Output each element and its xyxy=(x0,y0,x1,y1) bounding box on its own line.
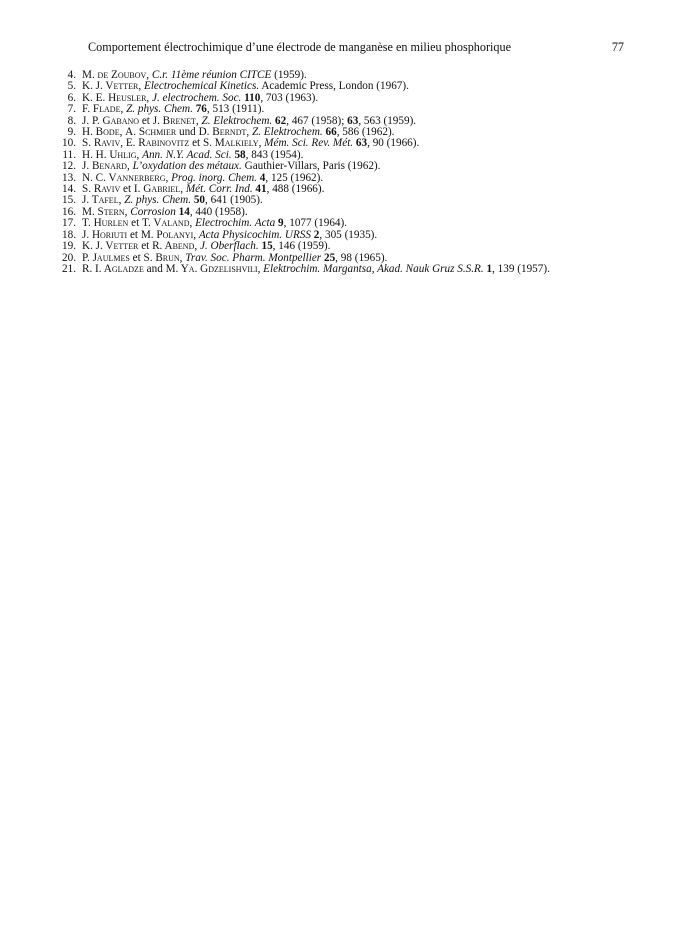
reference-author: H. H. Uhlig xyxy=(82,148,137,161)
reference-author: N. C. Vannerberg xyxy=(82,171,166,184)
reference-detail: , 843 (1954). xyxy=(245,148,304,161)
reference-source: Prog. inorg. Chem. xyxy=(171,171,257,184)
reference-number: 4. xyxy=(67,69,76,81)
reference-detail: , xyxy=(119,126,126,139)
reference-number: 19. xyxy=(62,240,76,253)
reference-volume: 76 xyxy=(195,103,207,116)
reference-detail: et xyxy=(139,114,153,127)
reference-source: Z. phys. Chem. xyxy=(126,103,193,116)
reference-volume: 63 xyxy=(347,114,359,127)
reference-detail: , xyxy=(195,114,202,127)
reference-detail: Gauthier-Villars, Paris (1962). xyxy=(241,160,381,173)
reference-volume: 62 xyxy=(275,114,287,127)
reference-volume: 1 xyxy=(486,262,493,275)
reference-source: J. electrochem. Soc. xyxy=(152,91,242,104)
reference-source: Ann. N.Y. Acad. Sci. xyxy=(142,148,232,161)
reference-author: J. Horiuti xyxy=(82,228,128,241)
reference-author: J. Benard xyxy=(82,160,127,173)
reference-author: M. Stern xyxy=(82,205,125,218)
reference-author: I. Gabriel xyxy=(133,183,181,196)
reference-source: Z. Elektrochem. xyxy=(251,126,323,139)
reference-source: Electrochim. Acta xyxy=(195,217,276,230)
reference-author: M. de Zoubov xyxy=(82,69,147,81)
reference-source: Elektrochim. Margantsa, Akad. Nauk Gruz S.S.R. xyxy=(263,262,484,275)
reference-detail: , xyxy=(126,160,133,173)
reference-detail: et xyxy=(120,183,134,196)
reference-detail: , 488 (1966). xyxy=(266,183,325,196)
reference-volume: 58 xyxy=(234,148,246,161)
reference-detail: , xyxy=(146,69,152,81)
reference-number: 7. xyxy=(67,103,76,116)
reference-number: 8. xyxy=(67,114,76,127)
reference-volume: 15 xyxy=(261,240,273,253)
reference-detail: (1959). xyxy=(271,69,307,81)
reference-detail: , 467 (1958); xyxy=(286,114,348,127)
reference-source: Z. phys. Chem. xyxy=(124,194,192,207)
reference-detail: , xyxy=(193,228,199,241)
reference-number: 18. xyxy=(62,228,76,241)
reference-author: T. Valand xyxy=(142,217,190,230)
reference-detail: et xyxy=(129,251,144,264)
reference-number: 17. xyxy=(62,217,76,230)
reference-detail: , xyxy=(124,205,131,218)
reference-detail: et xyxy=(189,137,203,150)
reference-detail: , xyxy=(194,240,200,253)
reference-author: S. Brun xyxy=(143,251,180,264)
reference-detail: , 513 (1911). xyxy=(206,103,265,116)
reference-source: J. Oberflach. xyxy=(199,240,259,253)
reference-number: 6. xyxy=(67,91,76,104)
reference-volume: 9 xyxy=(278,217,284,230)
reference-detail: , xyxy=(180,183,186,196)
reference-detail: et xyxy=(127,228,141,241)
reference-detail: , 440 (1958). xyxy=(189,205,248,218)
reference-author: A. Schmier xyxy=(125,126,177,139)
reference-detail: , xyxy=(246,126,252,139)
reference-detail: , xyxy=(138,80,144,93)
reference-detail: , 139 (1957). xyxy=(492,262,550,275)
reference-detail: , 305 (1935). xyxy=(319,228,378,241)
reference-number: 11. xyxy=(62,148,76,161)
reference-volume: 110 xyxy=(244,91,261,104)
reference-detail: , xyxy=(165,171,172,184)
reference-detail: , xyxy=(189,217,196,230)
reference-author: D. Berndt xyxy=(198,126,247,139)
reference-number: 10. xyxy=(62,137,76,150)
reference-item xyxy=(52,264,627,275)
reference-source: Corrosion xyxy=(130,205,176,218)
reference-detail: , 125 (1962). xyxy=(265,171,324,184)
reference-number: 20. xyxy=(62,251,76,264)
reference-text xyxy=(82,264,627,275)
reference-detail: , 98 (1965). xyxy=(335,251,388,264)
reference-author: K. J. Vetter xyxy=(82,80,139,93)
reference-number: 21. xyxy=(62,262,76,275)
reference-detail: et xyxy=(138,240,153,253)
reference-author: H. Bode xyxy=(82,126,120,139)
reference-source: Mém. Sci. Rev. Mét. xyxy=(264,137,354,150)
reference-volume: 2 xyxy=(313,228,320,241)
reference-source: L’oxydation des métaux. xyxy=(132,160,242,173)
reference-detail: , 703 (1963). xyxy=(260,91,319,104)
reference-author: T. Hurlen xyxy=(82,217,129,230)
reference-detail: , xyxy=(257,262,264,275)
reference-detail: und xyxy=(176,126,199,139)
reference-source: Acta Physicochim. URSS xyxy=(198,228,311,241)
reference-number: 9. xyxy=(67,126,76,139)
reference-author: M. Polanyi xyxy=(140,228,194,241)
reference-source: Z. Elektrochem. xyxy=(201,114,273,127)
reference-detail: and xyxy=(143,262,166,275)
reference-author: S. Raviv xyxy=(82,183,121,196)
reference-author: F. Flade xyxy=(82,103,121,116)
reference-detail: , xyxy=(120,103,127,116)
reference-number: 14. xyxy=(62,183,76,196)
reference-detail: , 563 (1959). xyxy=(358,114,417,127)
reference-author: K. E. Heusler xyxy=(82,91,147,104)
reference-author: R. Abend xyxy=(152,240,195,253)
reference-number: 13. xyxy=(62,171,76,184)
running-title: Comportement électrochimique d’une électrode de manganèse en milieu phosphorique xyxy=(88,40,512,54)
reference-number: 16. xyxy=(62,205,76,218)
reference-number: 5. xyxy=(67,80,76,93)
reference-volume: 41 xyxy=(255,183,267,196)
reference-volume: 63 xyxy=(355,137,368,150)
reference-detail: , xyxy=(179,251,186,264)
reference-author: P. Jaulmes xyxy=(82,251,130,264)
reference-source: C.r. 11ème réunion CITCE xyxy=(151,69,272,81)
reference-author: K. J. Vetter xyxy=(82,240,139,253)
reference-source: Electrochemical Kinetics. xyxy=(143,80,260,93)
reference-detail: , xyxy=(258,137,265,150)
reference-number: 12. xyxy=(62,160,76,173)
reference-detail: Academic Press, London (1967). xyxy=(259,80,409,93)
reference-detail: , xyxy=(118,194,125,207)
reference-detail: , xyxy=(120,137,126,150)
reference-volume: 50 xyxy=(193,194,205,207)
reference-detail: , xyxy=(136,148,143,161)
reference-volume: 25 xyxy=(323,251,336,264)
reference-detail: , 641 (1905). xyxy=(205,194,263,207)
reference-number: 15. xyxy=(62,194,76,207)
reference-detail: , 1077 (1964). xyxy=(283,217,348,230)
reference-detail: , 90 (1966). xyxy=(367,137,420,150)
reference-author: S. Raviv xyxy=(82,137,121,150)
reference-author: R. I. Agladze xyxy=(82,262,144,275)
reference-author: J. Tafel xyxy=(82,194,119,207)
reference-author: J. P. Gabano xyxy=(82,114,140,127)
reference-list xyxy=(52,70,627,275)
reference-author: J. Brenet xyxy=(152,114,196,127)
reference-detail: et xyxy=(128,217,143,230)
reference-author: E. Rabinovitz xyxy=(125,137,190,150)
reference-author: M. Ya. Gdzelishvili xyxy=(165,262,258,275)
reference-source: Trav. Soc. Pharm. Montpellier xyxy=(185,251,322,264)
reference-author: S. Malkiely xyxy=(202,137,259,150)
reference-source: Mét. Corr. Ind. xyxy=(185,183,253,196)
reference-detail: , 146 (1959). xyxy=(272,240,331,253)
reference-detail: , 586 (1962). xyxy=(336,126,395,139)
reference-volume: 14 xyxy=(178,205,190,218)
reference-volume: 66 xyxy=(325,126,337,139)
reference-detail: , xyxy=(146,91,152,104)
page-number: 77 xyxy=(611,40,624,54)
reference-volume: 4 xyxy=(259,171,266,184)
